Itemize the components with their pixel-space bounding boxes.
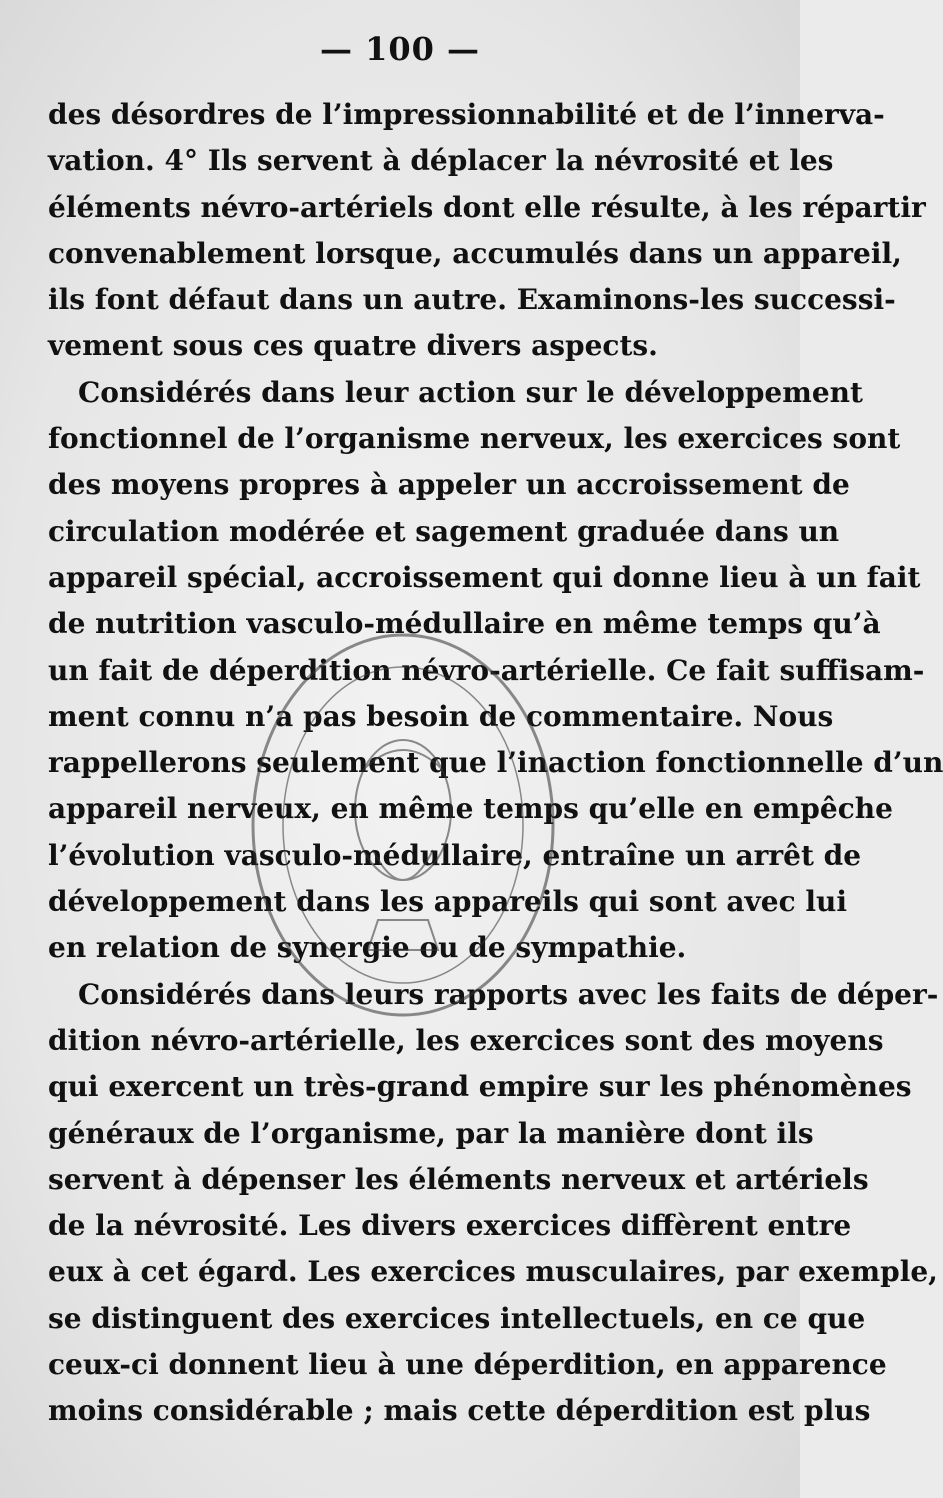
text-line: Considérés dans leurs rapports avec les faits de déper- <box>78 977 939 1011</box>
text-line: ceux-ci donnent lieu à une déperdition, en apparence <box>48 1348 887 1382</box>
text-line: un fait de déperdition névro-artérielle. Ce fait suffisam- <box>48 653 925 687</box>
body-text <box>48 92 943 1435</box>
text-line: servent à dépenser les éléments nerveux et artériels <box>48 1162 869 1196</box>
text-line: vation. 4° Ils servent à déplacer la névrosité et les <box>48 144 834 178</box>
text-line: appareil spécial, accroissement qui donne lieu à un fait <box>48 560 921 594</box>
text-line: dition névro-artérielle, les exercices sont des moyens <box>48 1023 884 1057</box>
text-line: de la névrosité. Les divers exercices diffèrent entre <box>48 1209 852 1243</box>
text-line: fonctionnel de l’organisme nerveux, les exercices sont <box>48 422 901 456</box>
text-line: éléments névro-artériels dont elle résulte, à les répartir <box>48 190 926 224</box>
text-line: Considérés dans leur action sur le développement <box>78 375 863 409</box>
text-line: circulation modérée et sagement graduée dans un <box>48 514 840 548</box>
text-line: rappellerons seulement que l’inaction fonctionnelle d’un <box>48 746 943 780</box>
text-line: en relation de synergie ou de sympathie. <box>48 931 687 965</box>
text-line: ils font défaut dans un autre. Examinons-les successi- <box>48 283 896 317</box>
text-line: généraux de l’organisme, par la manière dont ils <box>48 1116 814 1150</box>
text-line: appareil nerveux, en même temps qu’elle en empêche <box>48 792 893 826</box>
text-line: moins considérable ; mais cette déperdition est plus <box>48 1394 871 1428</box>
text-line: ment connu n’a pas besoin de commentaire. Nous <box>48 699 834 733</box>
text-line: développement dans les appareils qui sont avec lui <box>48 885 848 919</box>
text-line: des moyens propres à appeler un accroissement de <box>48 468 850 502</box>
text-line: l’évolution vasculo-médullaire, entraîne un arrêt de <box>48 838 862 872</box>
page-number: — 100 — <box>319 30 481 68</box>
text-line: des désordres de l’impressionnabilité et de l’innerva- <box>48 98 885 131</box>
text-line: vement sous ces quatre divers aspects. <box>48 329 658 363</box>
text-line: eux à cet égard. Les exercices musculaires, par exemple, <box>48 1255 938 1289</box>
text-line: qui exercent un très-grand empire sur les phénomènes <box>48 1070 912 1104</box>
text-line: convenablement lorsque, accumulés dans un appareil, <box>48 236 902 270</box>
text-line: se distinguent des exercices intellectuels, en ce que <box>48 1301 866 1335</box>
text-line: de nutrition vasculo-médullaire en même temps qu’à <box>48 607 881 641</box>
